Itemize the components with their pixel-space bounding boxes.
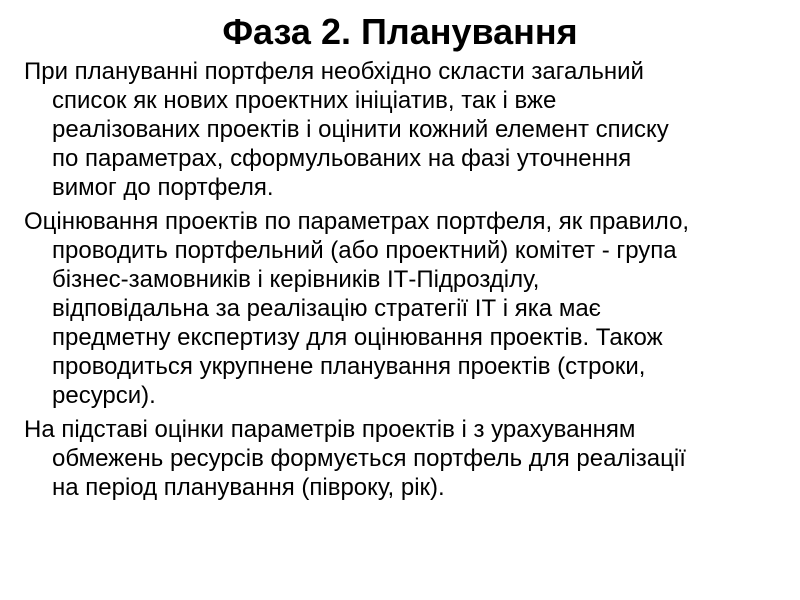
text-line: реалізованих проектів і оцінити кожний елемент списку: [52, 116, 669, 143]
text-line: відповідальна за реалізацію стратегії ІТ і яка має: [52, 295, 601, 322]
text-line: ресурси).: [52, 382, 156, 409]
paragraph-formation: [24, 415, 784, 502]
paragraph-evaluation: [24, 207, 784, 410]
text-line: список як нових проектних ініціатив, так і вже: [52, 87, 557, 114]
text-line: по параметрах, сформульованих на фазі уточнення: [52, 145, 632, 172]
text-line: При плануванні портфеля необхідно скласти загальний: [24, 58, 644, 85]
text-line: проводиться укрупнене планування проектів (строки,: [52, 353, 646, 380]
text-line: на період планування (півроку, рік).: [52, 474, 445, 501]
slide-body: [24, 57, 784, 507]
text-line: бізнес-замовників і керівників ІТ-Підрозділу,: [52, 266, 540, 293]
text-line: Оцінювання проектів по параметрах портфеля, як правило,: [24, 208, 690, 235]
text-line: проводить портфельний (або проектний) комітет - група: [52, 237, 677, 264]
text-line: вимог до портфеля.: [52, 174, 274, 201]
slide-title: Фаза 2. Планування: [222, 11, 578, 52]
paragraph-planning: [24, 57, 784, 202]
text-line: обмежень ресурсів формується портфель для реалізації: [52, 445, 686, 472]
text-line: На підставі оцінки параметрів проектів і з урахуванням: [24, 416, 636, 443]
text-line: предметну експертизу для оцінювання проектів. Також: [52, 324, 663, 351]
